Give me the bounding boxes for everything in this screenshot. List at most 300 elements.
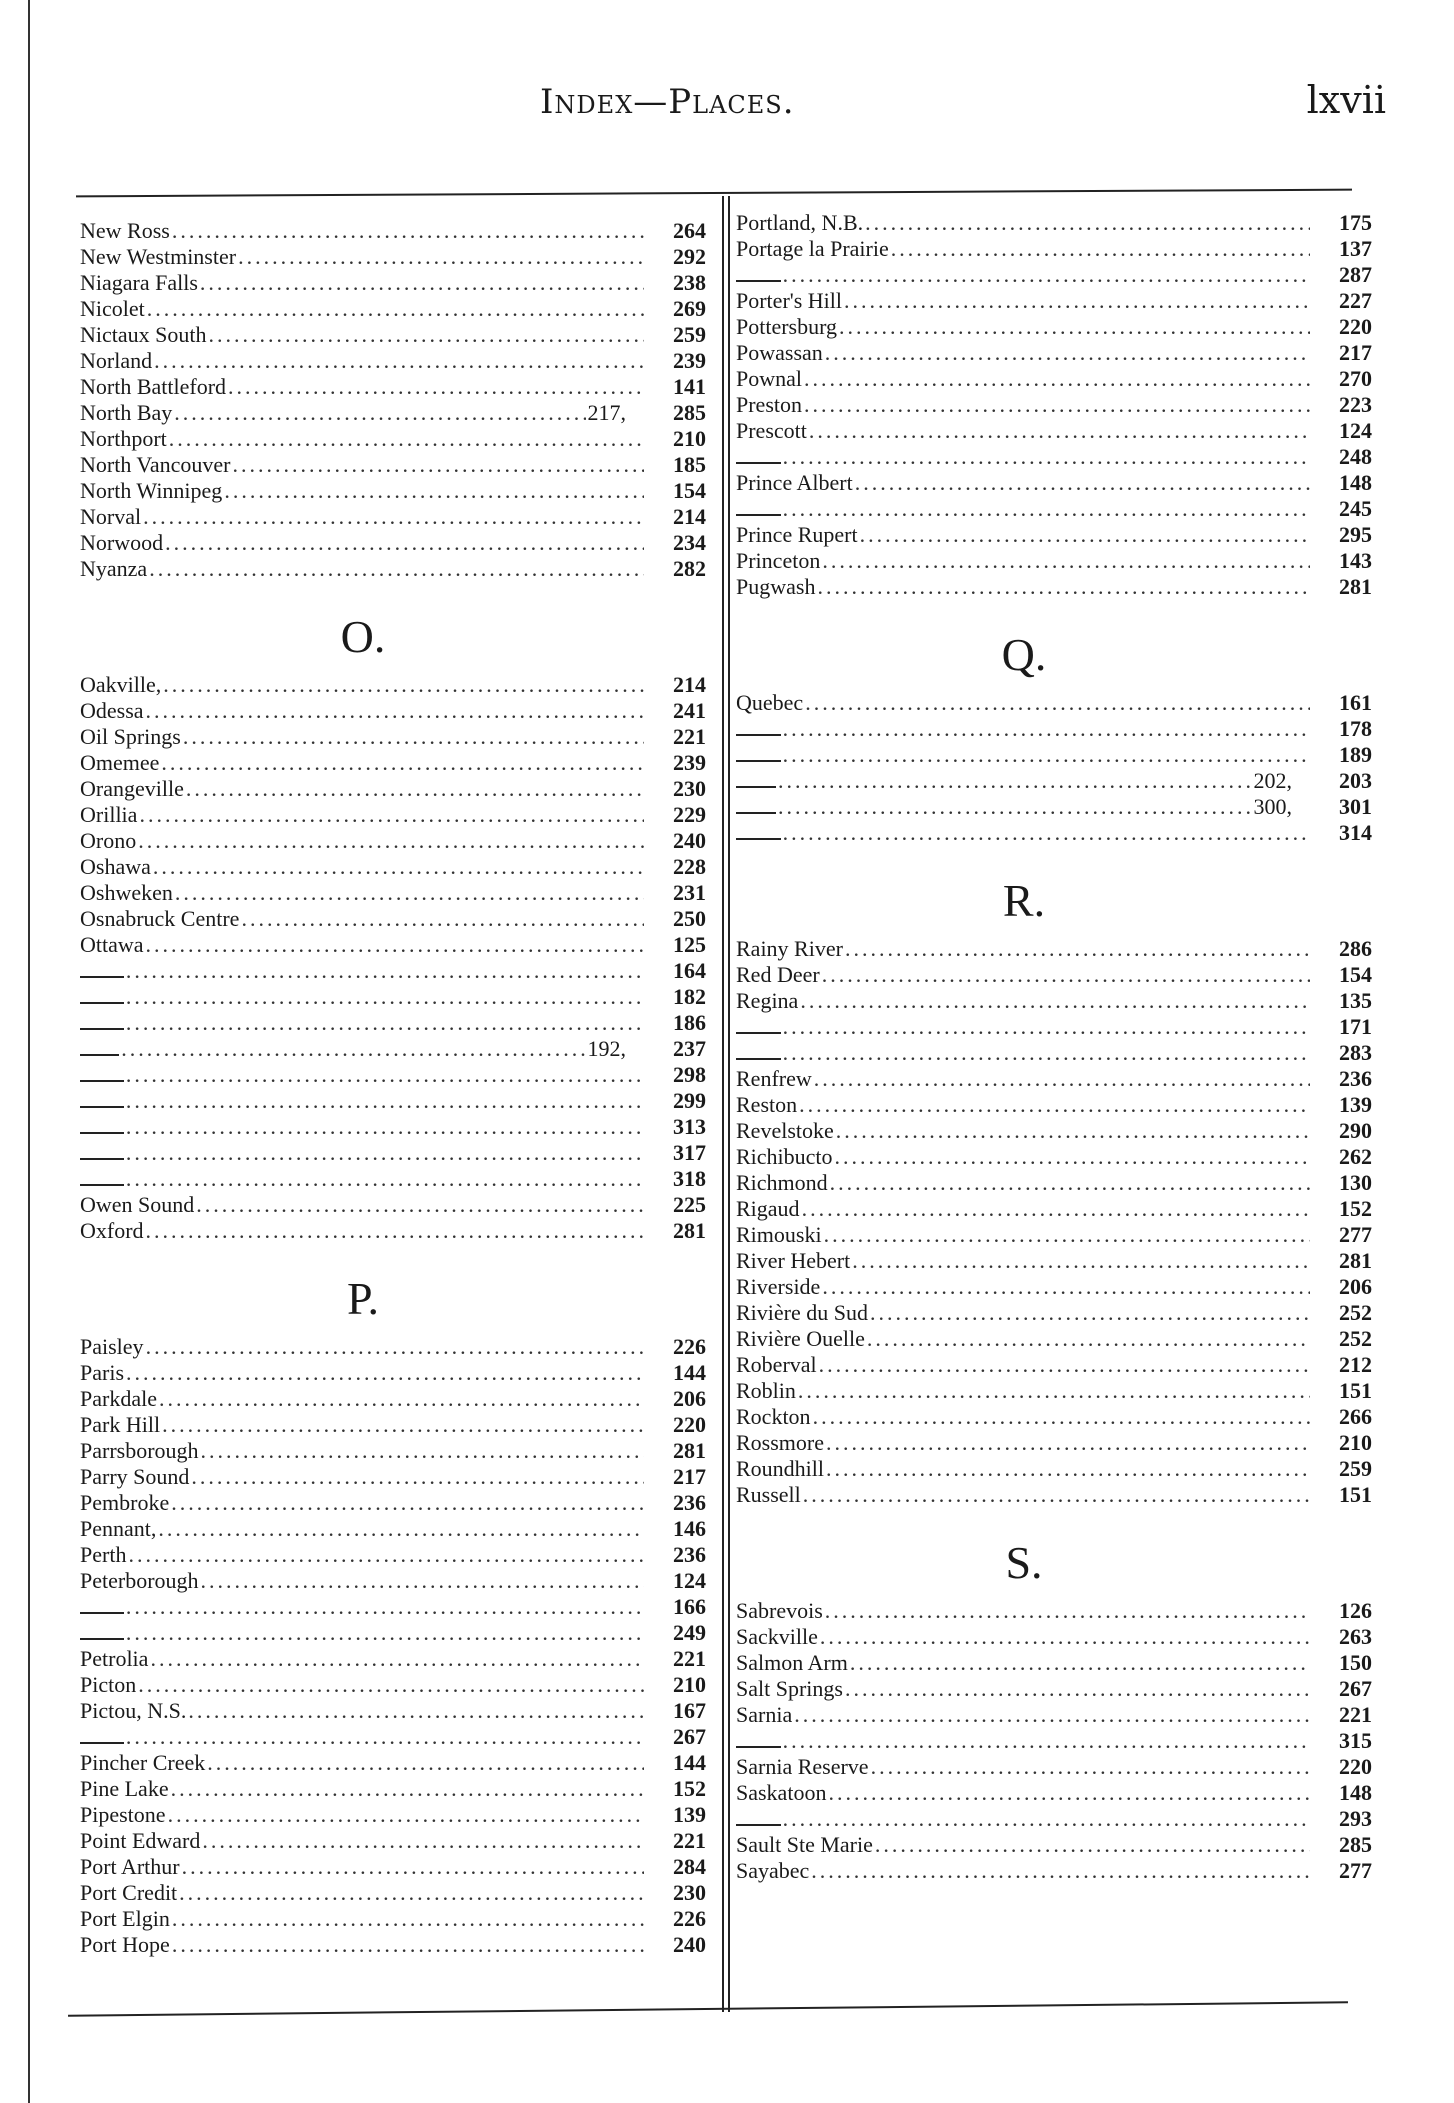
ditto-dash <box>80 1612 124 1614</box>
place-name: Parry Sound <box>80 1464 190 1489</box>
index-entry <box>80 1062 706 1088</box>
dot-leader <box>172 1906 644 1932</box>
page-reference: 295 <box>1339 522 1372 547</box>
dot-leader <box>804 392 1310 418</box>
dot-leader <box>146 932 644 958</box>
place-name: Parkdale <box>80 1386 157 1411</box>
dot-leader <box>238 244 644 270</box>
place-name: Pictou, N.S. <box>80 1698 187 1723</box>
place-name: Prince Albert <box>736 470 853 495</box>
index-entry <box>80 1464 706 1490</box>
page-reference: 210 <box>1339 1430 1372 1455</box>
page-reference: 148 <box>1339 470 1372 495</box>
place-name: Riverside <box>736 1274 821 1299</box>
place-name: Orillia <box>80 802 138 827</box>
section-letter-heading: S. <box>1005 1537 1043 1588</box>
dot-leader <box>813 1404 1310 1430</box>
index-entry <box>80 880 706 906</box>
index-entry <box>736 262 1372 288</box>
place-name: Orangeville <box>80 776 184 801</box>
dot-leader <box>159 1386 644 1412</box>
dot-leader <box>191 1464 644 1490</box>
place-name: Omemee <box>80 750 160 775</box>
page-reference: 206 <box>1339 1274 1372 1299</box>
place-name: Reston <box>736 1092 798 1117</box>
place-name: North Winnipeg <box>80 478 223 503</box>
page-reference: 226 <box>673 1906 706 1931</box>
dot-leader <box>147 296 644 322</box>
page-reference: 264 <box>673 218 706 243</box>
page-reference: 146 <box>673 1516 706 1541</box>
page-reference: 259 <box>673 322 706 347</box>
dot-leader <box>139 802 644 828</box>
place-name: Petrolia <box>80 1646 149 1671</box>
dot-leader <box>171 1490 644 1516</box>
ditto-dash <box>80 976 124 978</box>
section-letter-heading: P. <box>347 1273 379 1324</box>
ditto-dash <box>736 838 781 840</box>
dot-leader <box>839 314 1310 340</box>
page-reference: 144 <box>673 1360 706 1385</box>
page-reference: 151 <box>1339 1482 1372 1507</box>
index-entry <box>80 1088 706 1114</box>
dot-leader <box>836 1118 1310 1144</box>
index-entry <box>736 690 1372 716</box>
index-entry <box>736 1728 1372 1754</box>
index-entry <box>80 724 706 750</box>
dot-leader <box>828 1780 1310 1806</box>
page-reference: 252 <box>1339 1300 1372 1325</box>
page-reference: 171 <box>1339 1014 1372 1039</box>
page-reference: 298 <box>673 1062 706 1087</box>
place-name: Norland <box>80 348 153 373</box>
page-reference: 220 <box>1339 1754 1372 1779</box>
place-name: Northport <box>80 426 167 451</box>
page-reference: 236 <box>673 1490 706 1515</box>
dot-leader <box>819 1352 1310 1378</box>
dot-leader <box>207 1750 644 1776</box>
place-name: Regina <box>736 988 799 1013</box>
page-reference: 124 <box>673 1568 706 1593</box>
dot-leader <box>800 988 1310 1014</box>
ditto-dash <box>80 1742 124 1744</box>
dot-leader <box>850 1650 1310 1676</box>
page-reference: 221 <box>1339 1702 1372 1727</box>
page-reference: 221 <box>673 724 706 749</box>
ditto-dash <box>80 1002 124 1004</box>
place-name: Sarnia Reserve <box>736 1754 869 1779</box>
place-name: Saskatoon <box>736 1780 827 1805</box>
page-reference: 277 <box>1339 1858 1372 1883</box>
dot-leader <box>783 1014 1310 1040</box>
page-reference: 259 <box>1339 1456 1372 1481</box>
page-reference: 148 <box>1339 1780 1372 1805</box>
place-name: Oakville, <box>80 672 162 697</box>
page-reference: 231 <box>673 880 706 905</box>
dot-leader <box>826 1456 1310 1482</box>
index-entry <box>736 1702 1372 1728</box>
page-reference: 175 <box>1339 210 1372 235</box>
place-name: Quebec <box>736 690 804 715</box>
dot-leader <box>845 1676 1310 1702</box>
place-name: Norwood <box>80 530 164 555</box>
place-name: New Ross <box>80 218 170 243</box>
ditto-dash <box>80 1638 124 1640</box>
dot-leader <box>871 1754 1310 1780</box>
page-reference: 137 <box>1339 236 1372 261</box>
page-reference: 206 <box>673 1386 706 1411</box>
index-entry <box>736 1482 1372 1508</box>
dot-leader <box>126 984 644 1010</box>
place-name: New Westminster <box>80 244 237 269</box>
index-entry <box>80 1698 706 1724</box>
index-entry <box>736 1066 1372 1092</box>
place-name: Pugwash <box>736 574 816 599</box>
page-reference: 252 <box>1339 1326 1372 1351</box>
page-reference: 214 <box>673 504 706 529</box>
page-reference: 236 <box>673 1542 706 1567</box>
dot-leader <box>168 1802 644 1828</box>
index-entry <box>736 1014 1372 1040</box>
place-name: Preston <box>736 392 802 417</box>
dot-leader <box>126 1594 644 1620</box>
dot-leader <box>126 958 644 984</box>
dot-leader <box>241 906 644 932</box>
place-name: Rivière du Sud <box>736 1300 868 1325</box>
dot-leader <box>161 750 644 776</box>
place-name: Odessa <box>80 698 144 723</box>
additional-page-reference: 192, <box>587 1036 626 1061</box>
place-name: Rossmore <box>736 1430 824 1455</box>
running-head: Index—Places. <box>540 82 795 122</box>
page-reference: 270 <box>1339 366 1372 391</box>
index-entry <box>80 932 706 958</box>
index-entry <box>736 1598 1372 1624</box>
index-entry <box>80 218 706 244</box>
index-entry <box>80 1750 706 1776</box>
left-index-column <box>80 218 706 1958</box>
place-name: Port Hope <box>80 1932 170 1957</box>
page-reference: 263 <box>1339 1624 1372 1649</box>
dot-leader <box>802 1196 1310 1222</box>
index-entry <box>80 244 706 270</box>
index-entry <box>80 1386 706 1412</box>
dot-leader <box>830 1170 1310 1196</box>
dot-leader <box>783 1040 1310 1066</box>
ditto-dash <box>736 1058 781 1060</box>
page-reference: 248 <box>1339 444 1372 469</box>
index-entry <box>80 1036 706 1062</box>
dot-leader <box>233 452 645 478</box>
place-name: Rigaud <box>736 1196 800 1221</box>
index-entry <box>80 1620 706 1646</box>
page-reference: 143 <box>1339 548 1372 573</box>
place-name: Sabrevois <box>736 1598 823 1623</box>
additional-page-reference: 217, <box>587 400 626 425</box>
page-reference: 283 <box>1339 1040 1372 1065</box>
page-reference: 318 <box>673 1166 706 1191</box>
place-name: Richibucto <box>736 1144 833 1169</box>
page-reference: 139 <box>673 1802 706 1827</box>
dot-leader <box>798 1378 1310 1404</box>
page-reference: 210 <box>673 1672 706 1697</box>
place-name: Pembroke <box>80 1490 170 1515</box>
page-reference: 178 <box>1339 716 1372 741</box>
dot-leader <box>783 262 1310 288</box>
page-reference: 152 <box>1339 1196 1372 1221</box>
place-name: Oshweken <box>80 880 173 905</box>
place-name: Park Hill <box>80 1412 161 1437</box>
page-reference: 301 <box>1339 794 1372 819</box>
page-reference: 220 <box>1339 314 1372 339</box>
index-entry <box>80 322 706 348</box>
page-reference: 269 <box>673 296 706 321</box>
page-reference: 189 <box>1339 742 1372 767</box>
place-name: Richmond <box>736 1170 828 1195</box>
dot-leader <box>783 742 1310 768</box>
place-name: Russell <box>736 1482 801 1507</box>
index-entry <box>80 698 706 724</box>
ditto-dash <box>736 1824 781 1826</box>
index-entry <box>736 1222 1372 1248</box>
page-reference: 210 <box>673 426 706 451</box>
index-entry <box>736 1248 1372 1274</box>
ditto-dash <box>80 1132 124 1134</box>
page-reference: 239 <box>673 750 706 775</box>
dot-leader <box>126 1140 644 1166</box>
index-entry <box>80 1568 706 1594</box>
dot-leader <box>149 556 644 582</box>
page-reference: 220 <box>673 1412 706 1437</box>
place-name: Picton <box>80 1672 137 1697</box>
dot-leader <box>811 1858 1310 1884</box>
page-reference: 249 <box>673 1620 706 1645</box>
place-name: Roberval <box>736 1352 817 1377</box>
index-entry <box>736 936 1372 962</box>
binding-edge-line <box>28 0 30 2103</box>
ditto-dash <box>80 1184 124 1186</box>
section-letter-heading: Q. <box>1001 629 1047 680</box>
index-entry <box>80 1140 706 1166</box>
index-entry <box>736 1676 1372 1702</box>
index-entry <box>80 556 706 582</box>
page-reference: 250 <box>673 906 706 931</box>
dot-leader <box>875 1832 1310 1858</box>
dot-leader <box>200 270 644 296</box>
place-name: Pennant, <box>80 1516 157 1541</box>
place-name: Sault Ste Marie <box>736 1832 873 1857</box>
index-entry <box>80 958 706 984</box>
page-reference: 266 <box>1339 1404 1372 1429</box>
additional-page-reference: 300, <box>1253 794 1292 819</box>
page-reference: 217 <box>673 1464 706 1489</box>
place-name: Portage la Prairie <box>736 236 889 261</box>
index-entry <box>80 776 706 802</box>
dot-leader <box>179 1880 644 1906</box>
dot-leader <box>182 1854 644 1880</box>
page-reference: 267 <box>1339 1676 1372 1701</box>
index-entry <box>80 906 706 932</box>
page-reference: 182 <box>673 984 706 1009</box>
index-entry <box>736 1378 1372 1404</box>
place-name: Nyanza <box>80 556 148 581</box>
page-reference: 317 <box>673 1140 706 1165</box>
index-entry <box>736 1832 1372 1858</box>
place-name: Paris <box>80 1360 124 1385</box>
ditto-dash <box>80 1080 124 1082</box>
index-entry <box>736 1118 1372 1144</box>
place-name: Sarnia <box>736 1702 793 1727</box>
index-entry <box>80 828 706 854</box>
index-entry <box>80 1010 706 1036</box>
place-name: Salt Springs <box>736 1676 843 1701</box>
page-reference: 135 <box>1339 988 1372 1013</box>
ditto-dash <box>736 514 781 516</box>
index-entry <box>80 672 706 698</box>
index-entry <box>736 1040 1372 1066</box>
dot-leader <box>783 496 1310 522</box>
index-entry <box>80 1854 706 1880</box>
index-entry <box>80 1334 706 1360</box>
index-entry <box>80 1932 706 1958</box>
index-entry <box>736 1196 1372 1222</box>
page-reference: 230 <box>673 1880 706 1905</box>
index-entry <box>736 768 1372 794</box>
page-reference: 239 <box>673 348 706 373</box>
bottom-rule <box>68 2001 1348 2016</box>
dot-leader <box>175 880 644 906</box>
dot-leader <box>126 1360 644 1386</box>
index-entry <box>736 1274 1372 1300</box>
place-name: Port Arthur <box>80 1854 180 1879</box>
index-entry <box>80 374 706 400</box>
dot-leader <box>126 1010 644 1036</box>
index-entry <box>80 1724 706 1750</box>
page-reference: 245 <box>1339 496 1372 521</box>
dot-leader <box>121 1036 585 1062</box>
page-reference: 285 <box>1339 1832 1372 1857</box>
dot-leader <box>783 1728 1310 1754</box>
index-entry <box>736 548 1372 574</box>
index-entry <box>80 270 706 296</box>
index-entry <box>80 802 706 828</box>
dot-leader <box>224 478 644 504</box>
index-entry <box>80 530 706 556</box>
dot-leader <box>835 1144 1310 1170</box>
dot-leader <box>852 1248 1310 1274</box>
index-entry <box>736 1404 1372 1430</box>
place-name: Oshawa <box>80 854 151 879</box>
page-reference: 241 <box>673 698 706 723</box>
index-entry <box>736 288 1372 314</box>
dot-leader <box>865 210 1310 236</box>
place-name: Rivière Ouelle <box>736 1326 865 1351</box>
place-name: Ottawa <box>80 932 144 957</box>
page-reference: 151 <box>1339 1378 1372 1403</box>
dot-leader <box>188 1698 644 1724</box>
dot-leader <box>186 776 644 802</box>
page-reference: 166 <box>673 1594 706 1619</box>
index-entry <box>736 522 1372 548</box>
index-entry <box>80 1516 706 1542</box>
place-name: River Hebert <box>736 1248 851 1273</box>
index-entry <box>736 1352 1372 1378</box>
dot-leader <box>146 1334 644 1360</box>
dot-leader <box>153 854 644 880</box>
dot-leader <box>822 962 1310 988</box>
ditto-dash <box>80 1028 124 1030</box>
index-entry <box>80 1114 706 1140</box>
dot-leader <box>844 288 1310 314</box>
dot-leader <box>817 574 1310 600</box>
ditto-dash <box>736 462 781 464</box>
place-name: Pottersburg <box>736 314 838 339</box>
index-entry <box>80 1594 706 1620</box>
page-reference: 139 <box>1339 1092 1372 1117</box>
place-name: Rimouski <box>736 1222 822 1247</box>
dot-leader <box>174 400 585 426</box>
index-entry <box>80 1438 706 1464</box>
column-divider <box>722 196 724 2012</box>
place-name: Renfrew <box>736 1066 812 1091</box>
dot-leader <box>143 504 644 530</box>
ditto-dash <box>736 760 781 762</box>
page-reference: 240 <box>673 1932 706 1957</box>
page-reference: 262 <box>1339 1144 1372 1169</box>
place-name: Port Credit <box>80 1880 178 1905</box>
index-entry <box>736 210 1372 236</box>
index-entry <box>736 962 1372 988</box>
page-reference: 293 <box>1339 1806 1372 1831</box>
place-name: Rockton <box>736 1404 811 1429</box>
dot-leader <box>845 936 1310 962</box>
place-name: Norval <box>80 504 142 529</box>
index-entry <box>736 1754 1372 1780</box>
place-name: North Battleford <box>80 374 227 399</box>
index-entry <box>80 1166 706 1192</box>
index-entry <box>80 1906 706 1932</box>
page-reference: 287 <box>1339 262 1372 287</box>
dot-leader <box>822 1274 1310 1300</box>
index-entry <box>80 1412 706 1438</box>
dot-leader <box>183 724 644 750</box>
page-reference: 290 <box>1339 1118 1372 1143</box>
place-name: Prince Rupert <box>736 522 858 547</box>
index-entry <box>80 296 706 322</box>
index-entry <box>736 1300 1372 1326</box>
page-reference: 240 <box>673 828 706 853</box>
dot-leader <box>820 1624 1310 1650</box>
dot-leader <box>803 1482 1310 1508</box>
dot-leader <box>778 768 1251 794</box>
page-reference: 282 <box>673 556 706 581</box>
ditto-dash <box>736 280 781 282</box>
dot-leader <box>804 366 1310 392</box>
place-name: Pipestone <box>80 1802 166 1827</box>
index-entry <box>80 984 706 1010</box>
ditto-dash <box>80 1158 124 1160</box>
index-entry <box>80 854 706 880</box>
dot-leader <box>126 1062 644 1088</box>
dot-leader <box>867 1326 1310 1352</box>
dot-leader <box>201 1568 644 1594</box>
dot-leader <box>126 1114 644 1140</box>
place-name: Osnabruck Centre <box>80 906 240 931</box>
page-reference: 164 <box>673 958 706 983</box>
index-entry <box>736 1650 1372 1676</box>
place-name: Pownal <box>736 366 802 391</box>
dot-leader <box>138 1672 644 1698</box>
